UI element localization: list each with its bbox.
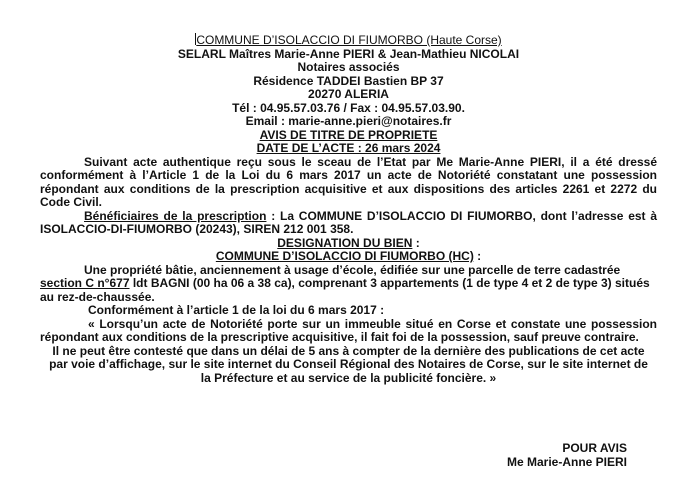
law-quote: « Lorsqu’un acte de Notoriété porte sur un immeuble situé en Corse et constate une possession répondant aux conditions de la prescriptive acquisitive, il fait foi de la possession, sauf preuve contraire. bbox=[40, 316, 657, 344]
beneficiaries-label: Bénéficiaires de la prescription bbox=[84, 208, 267, 223]
property-paragraph: Une propriété bâtie, anciennement à usage d’école, édifiée sur une parcelle de terre cadastrée section C n°677 ldt BAGNI (00 ha 06 a 38 ca), comprenant 3 appartements (1 de type 4 et 2 de type 3) situés au rez-de-chaussée. bbox=[40, 262, 650, 304]
firm-role: Notaires associés bbox=[297, 60, 400, 74]
signatory-name: Me Marie-Anne PIERI bbox=[506, 454, 627, 469]
law-reference: Conformément à l’article 1 de la loi du 6 mars 2017 : bbox=[88, 303, 385, 317]
legal-notice bbox=[40, 33, 657, 385]
address-line-2: 20270 ALERIA bbox=[308, 87, 389, 101]
email: Email : marie-anne.pieri@notaires.fr bbox=[245, 114, 452, 128]
contest-paragraph: Il ne peut être contesté que dans un délai de 5 ans à compter de la dernière des publications de cet acte par voie d’affichage, sur le site internet du Conseil Régional des Notaires de Corse, sur le site internet de la Préfecture et au service de la publicité foncière. » bbox=[49, 343, 648, 385]
signature-block bbox=[507, 442, 627, 469]
intro-paragraph: Suivant acte authentique reçu sous le sceau de l’Etat par Me Marie-Anne PIERI, il a été dressé conformément à l’Article 1 de la Loi du 6 mars 2017 un acte de Notoriété constatant une possession répondant aux conditions de la prescription acquisitive et aux dispositions des articles 2261 et 2272 du Code Civil. bbox=[40, 154, 657, 209]
commune-heading: COMMUNE D’ISOLACCIO DI FIUMORBO (Haute Corse) bbox=[196, 33, 502, 47]
act-date: DATE DE L’ACTE : 26 mars 2024 bbox=[256, 141, 441, 155]
cadastral-section: section C n°677 bbox=[40, 276, 130, 290]
pour-avis: POUR AVIS bbox=[562, 441, 627, 455]
firm-name: SELARL Maîtres Marie-Anne PIERI & Jean-Mathieu NICOLAI bbox=[177, 46, 520, 61]
phone-fax: Tél : 04.95.57.03.76 / Fax : 04.95.57.03.90. bbox=[232, 100, 465, 115]
notice-title: AVIS DE TITRE DE PROPRIETE bbox=[259, 127, 438, 142]
designation-heading: DESIGNATION DU BIEN : bbox=[277, 235, 420, 250]
beneficiaries-text: : La COMMUNE D’ISOLACCIO DI FIUMORBO, dont l’adresse est à ISOLACCIO-DI-FIUMORBO (20243), SIREN 212 001 358. bbox=[40, 208, 657, 236]
address-line-1: Résidence TADDEI Bastien BP 37 bbox=[253, 73, 444, 88]
beneficiaries-paragraph bbox=[40, 210, 657, 237]
commune-subheading: COMMUNE D’ISOLACCIO DI FIUMORBO (HC) : bbox=[215, 249, 482, 263]
